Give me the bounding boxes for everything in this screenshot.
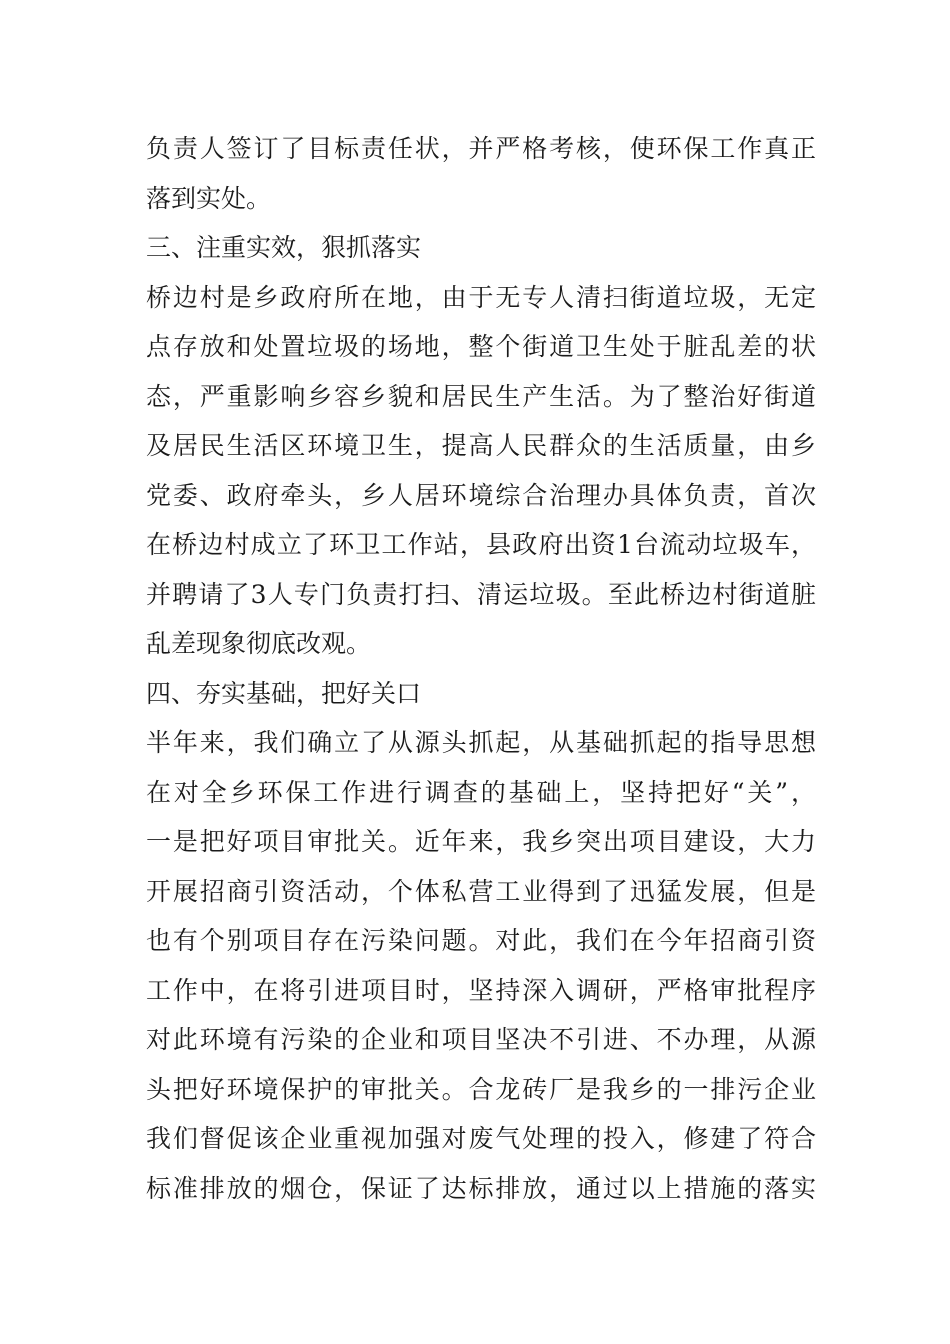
text-line: 负责人签订了目标责任状，并严格考核，使环保工作真正 — [146, 134, 816, 163]
text-line: 半年来，我们确立了从源头抓起，从基础抓起的指导思想 — [146, 728, 816, 757]
text-line: 四、夯实基础，把好关口 — [146, 678, 422, 708]
text-line: 落到实处。 — [146, 183, 272, 213]
document-body — [146, 124, 816, 1213]
text-line: 对此环境有污染的企业和项目坚决不引进、不办理，从源 — [146, 1025, 816, 1054]
text-line: 桥边村是乡政府所在地，由于无专人清扫街道垃圾，无定 — [146, 282, 816, 312]
text-line: 标准排放的烟仓，保证了达标排放，通过以上措施的落实 — [146, 1173, 816, 1203]
text-line: 党委、政府牵头，乡人居环境综合治理办具体负责，首次 — [146, 480, 816, 510]
text-line: 点存放和处置垃圾的场地，整个街道卫生处于脏乱差的状 — [146, 332, 816, 361]
text-line: 我们督促该企业重视加强对废气处理的投入，修建了符合 — [146, 1124, 816, 1153]
text-line: 在桥边村成立了环卫工作站，县政府出资1台流动垃圾车， — [146, 530, 816, 559]
text-line: 在对全乡环保工作进行调查的基础上，坚持把好“关”， — [146, 777, 816, 807]
text-line: 三、注重实效，狠抓落实 — [146, 233, 422, 262]
text-line: 及居民生活区环境卫生，提高人民群众的生活质量，由乡 — [146, 431, 816, 460]
text-line: 头把好环境保护的审批关。合龙砖厂是我乡的一排污企业 — [146, 1074, 816, 1104]
text-line: 并聘请了3人专门负责打扫、清运垃圾。至此桥边村街道脏 — [146, 579, 816, 609]
text-line: 工作中，在将引进项目时，坚持深入调研，严格审批程序 — [146, 975, 816, 1005]
text-line: 也有个别项目存在污染问题。对此，我们在今年招商引资 — [146, 926, 816, 955]
text-line: 开展招商引资活动，个体私营工业得到了迅猛发展，但是 — [146, 876, 816, 906]
text-line: 乱差现象彻底改观。 — [146, 629, 372, 658]
text-line: 一是把好项目审批关。近年来，我乡突出项目建设，大力 — [146, 827, 816, 856]
text-line: 态，严重影响乡容乡貌和居民生产生活。为了整治好街道 — [146, 381, 816, 411]
